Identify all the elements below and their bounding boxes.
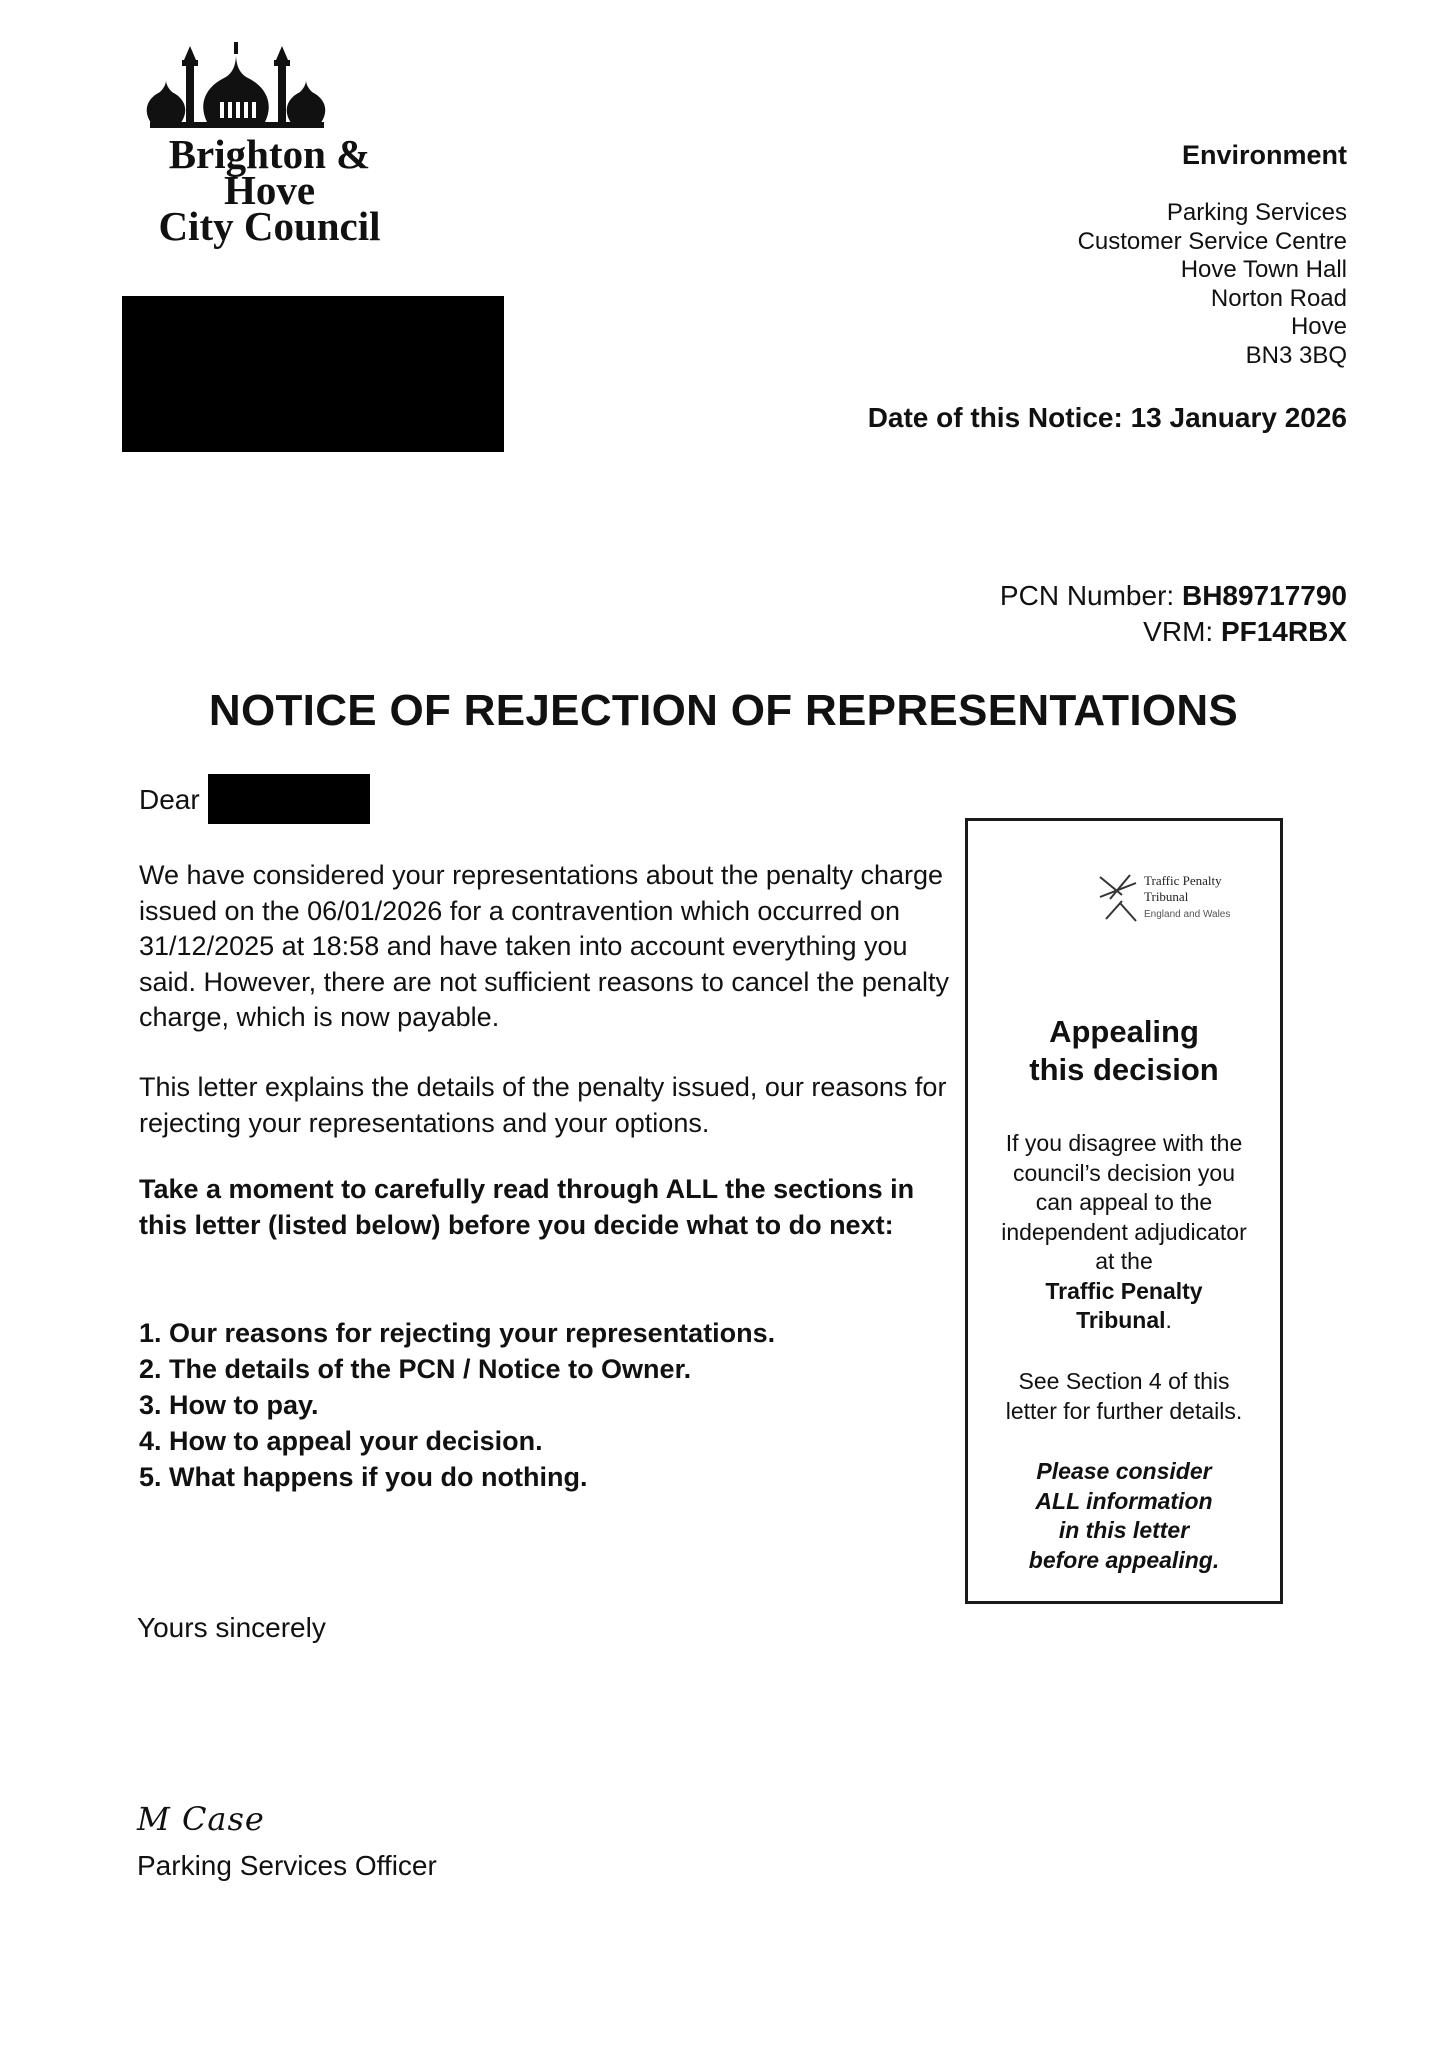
- note-line: ALL information: [1035, 1487, 1213, 1514]
- handwritten-signature: M Case: [137, 1800, 265, 1838]
- tpt-logo-line-1: Traffic Penalty: [1144, 873, 1222, 888]
- address-line: Norton Road: [1210, 284, 1347, 312]
- address-line: Parking Services: [1166, 199, 1347, 226]
- address-line: Hove Town Hall: [1180, 256, 1347, 284]
- tribunal-name-bold: Tribunal: [1076, 1307, 1166, 1333]
- tribunal-name-line-2: [982, 1306, 1266, 1336]
- section-list-item: 2. The details of the PCN / Notice to Owner.: [139, 1354, 692, 1384]
- appeal-box-see-section: [982, 1367, 1266, 1426]
- address-line: BN3 3BQ: [1245, 341, 1347, 369]
- appeal-heading-line: Appealing: [1049, 1014, 1199, 1049]
- appeal-body-line: can appeal to the: [1035, 1189, 1213, 1215]
- redacted-recipient-name: [208, 774, 370, 824]
- pcn-number: BH89717790: [1181, 580, 1347, 611]
- pcn-label: PCN Number:: [999, 580, 1175, 611]
- vrm-number: PF14RBX: [1220, 616, 1347, 647]
- tribunal-name-line: Traffic Penalty: [1045, 1277, 1203, 1304]
- officer-title: Parking Services Officer: [137, 1850, 437, 1881]
- section-list-item: 5. What happens if you do nothing.: [139, 1462, 588, 1492]
- logo-text-line-2: City Council: [158, 203, 381, 249]
- vrm-reference: [1143, 616, 1347, 648]
- note-line: before appealing.: [1028, 1546, 1220, 1573]
- body-paragraph-1: We have considered your representations about the penalty charge issued on the 06/01/2026 for a contravention which occurred on 31/12/2025 at 18:58 and have taken into account everything you said. However, there are not sufficient reasons to cancel the penalty charge, which is now payable.: [139, 860, 949, 1032]
- appeal-box-heading: [968, 1013, 1280, 1089]
- council-logo-text: [122, 131, 417, 249]
- notice-date-label: Date of this Notice:: [867, 402, 1123, 433]
- sign-off: Yours sincerely: [137, 1612, 326, 1643]
- tpt-logo-line-2: Tribunal: [1144, 889, 1189, 904]
- section-list-item: 1. Our reasons for rejecting your representations.: [139, 1318, 776, 1348]
- notice-date-value: 13 January 2026: [1130, 402, 1347, 433]
- section-list: [139, 1315, 959, 1495]
- department-name: Environment: [1181, 140, 1347, 170]
- traffic-penalty-tribunal-logo: [1096, 869, 1256, 929]
- sender-address: [1078, 199, 1347, 371]
- address-line: Hove: [1290, 313, 1347, 341]
- tpt-logo-line-3: England and Wales: [1144, 909, 1231, 920]
- body-paragraph-2: This letter explains the details of the penalty issued, our reasons for rejecting your representations and your options.: [139, 1072, 947, 1138]
- salutation: Dear: [139, 784, 200, 815]
- logo-text-line-1: Brighton & Hove: [168, 131, 371, 213]
- appeal-heading-line: this decision: [1029, 1052, 1219, 1087]
- section-list-item: 3. How to pay.: [139, 1390, 319, 1420]
- appeal-body-line: independent adjudicator: [1001, 1218, 1247, 1245]
- appeal-body-line: at the: [1095, 1248, 1153, 1274]
- notice-date: [868, 402, 1347, 434]
- see-section-line: letter for further details.: [1005, 1397, 1243, 1424]
- see-section-line: See Section 4 of this: [1018, 1368, 1230, 1394]
- pcn-reference: [1000, 580, 1347, 612]
- note-line: Please consider: [1036, 1458, 1212, 1484]
- section-list-item: 4. How to appeal your decision.: [139, 1426, 543, 1456]
- appeal-box-body: [982, 1129, 1266, 1336]
- tribunal-name-suffix: .: [1165, 1307, 1172, 1333]
- notice-title: NOTICE OF REJECTION OF REPRESENTATIONS: [208, 686, 1239, 735]
- appeal-body-line: If you disagree with the: [1005, 1130, 1243, 1156]
- redacted-recipient-address: [122, 296, 504, 452]
- appeal-info-box: [965, 818, 1283, 1604]
- body-paragraph-3: Take a moment to carefully read through ALL the sections in this letter (listed below) before you decide what to do next:: [139, 1174, 915, 1240]
- note-line: in this letter: [1058, 1517, 1190, 1543]
- appeal-body-line: council’s decision you: [1012, 1159, 1236, 1186]
- vrm-label: VRM:: [1143, 616, 1214, 647]
- address-line: Customer Service Centre: [1077, 227, 1347, 255]
- appeal-box-note: [982, 1457, 1266, 1575]
